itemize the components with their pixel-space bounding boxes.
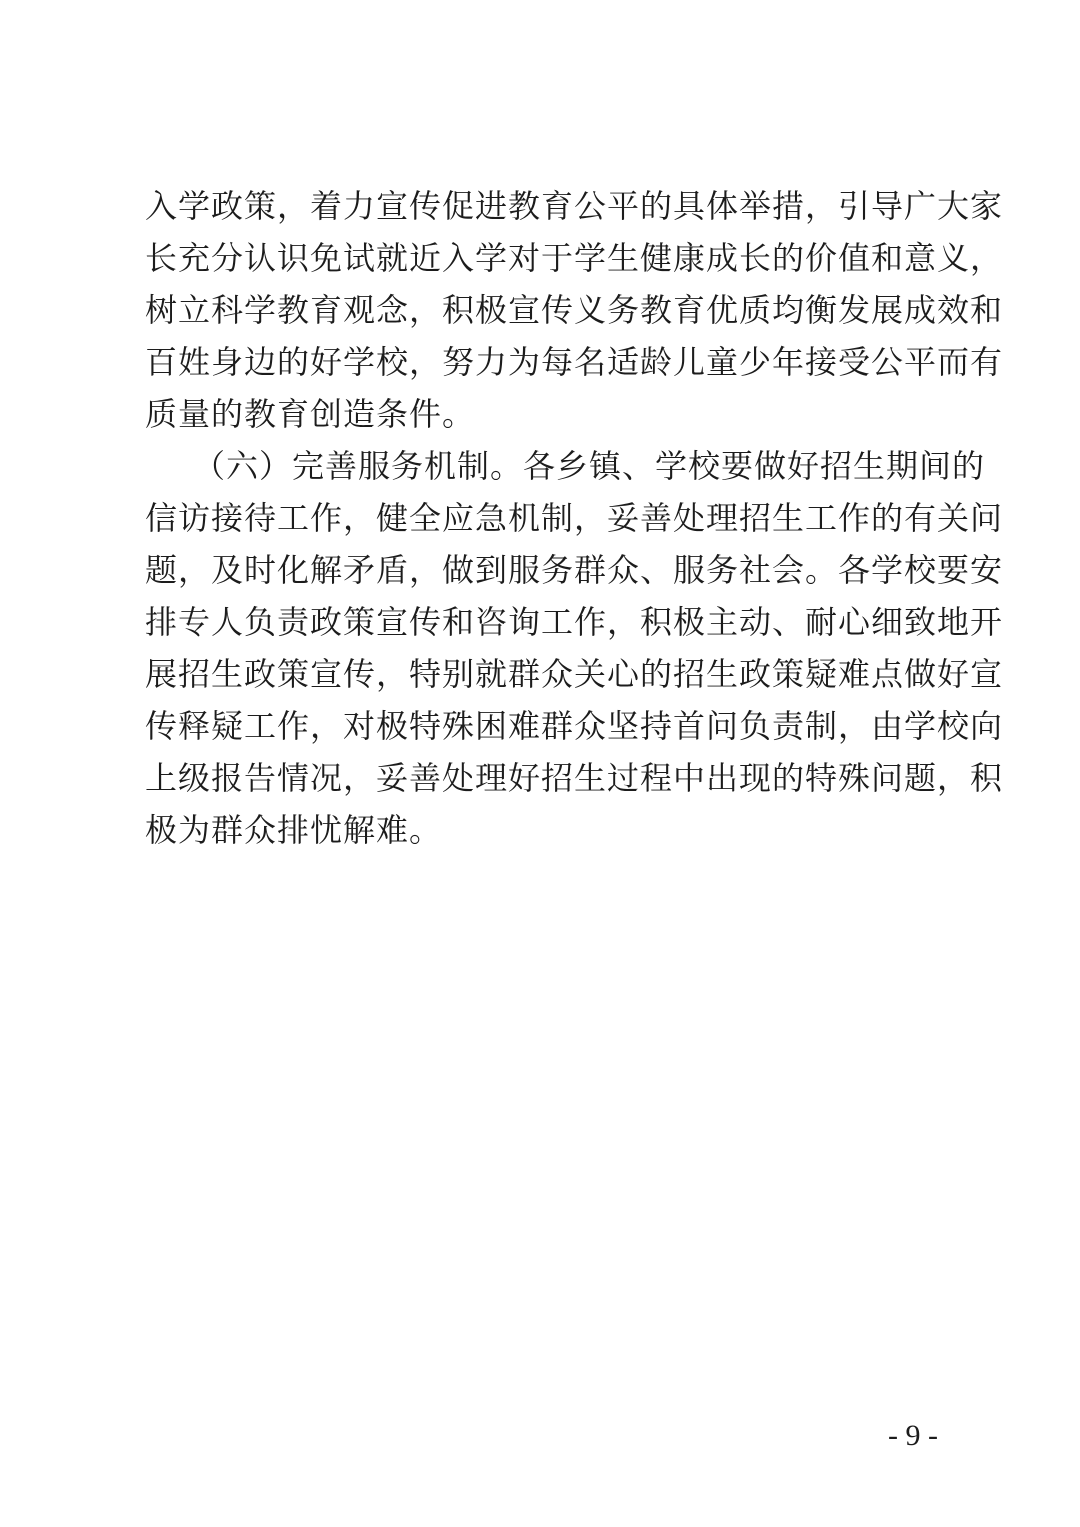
- paragraph-line: 树立科学教育观念，积极宣传义务教育优质均衡发展成效和: [145, 291, 1004, 329]
- paragraph-line: （六）完善服务机制。各乡镇、学校要做好招生期间的: [193, 447, 986, 485]
- paragraph-line: 展招生政策宣传，特别就群众关心的招生政策疑难点做好宣: [145, 655, 1004, 693]
- page-number: - 9 -: [888, 1419, 938, 1452]
- paragraph-line: 上级报告情况，妥善处理好招生过程中出现的特殊问题，积: [145, 759, 1004, 797]
- body-text: [145, 180, 1004, 856]
- paragraph-line: 传释疑工作，对极特殊困难群众坚持首问负责制，由学校向: [145, 707, 1004, 745]
- paragraph-line: 长充分认识免试就近入学对于学生健康成长的价值和意义，: [145, 239, 1004, 277]
- paragraph-line: 排专人负责政策宣传和咨询工作，积极主动、耐心细致地开: [145, 603, 1004, 641]
- paragraph-2: [145, 440, 1004, 856]
- paragraph-line: 信访接待工作，健全应急机制，妥善处理招生工作的有关问: [145, 499, 1004, 537]
- paragraph-line: 极为群众排忧解难。: [145, 811, 443, 849]
- paragraph-1: [145, 180, 1004, 440]
- paragraph-line: 百姓身边的好学校，努力为每名适龄儿童少年接受公平而有: [145, 343, 1004, 381]
- paragraph-line: 题，及时化解矛盾，做到服务群众、服务社会。各学校要安: [145, 551, 1004, 589]
- paragraph-line: 质量的教育创造条件。: [145, 395, 476, 433]
- paragraph-line: 入学政策，着力宣传促进教育公平的具体举措，引导广大家: [145, 187, 1004, 225]
